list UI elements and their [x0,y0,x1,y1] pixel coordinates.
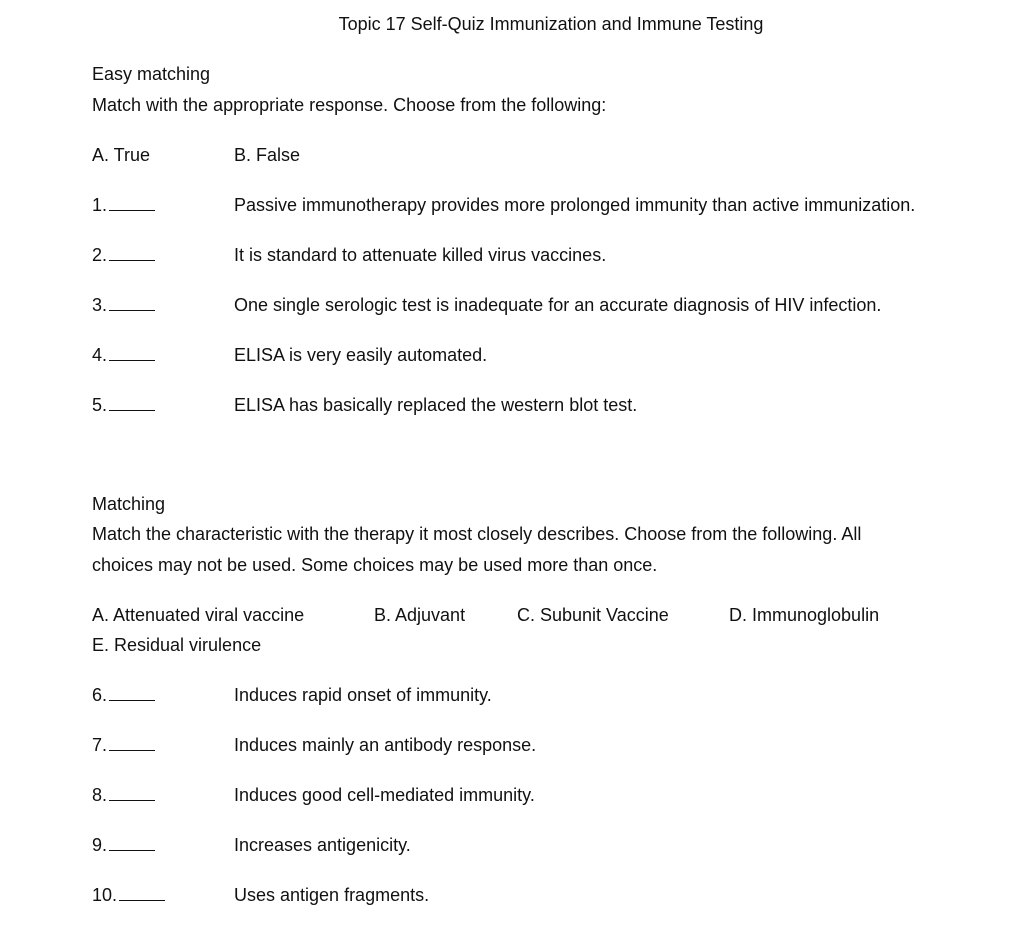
page-title: Topic 17 Self-Quiz Immunization and Immune Testing [338,14,764,34]
question-item-2 [92,244,155,266]
question-number: 4. [92,345,108,365]
question-statement: Induces mainly an antibody response. [234,735,537,755]
answer-blank[interactable] [109,786,155,801]
question-item-4 [92,344,155,366]
answer-blank[interactable] [109,736,155,751]
question-statement: Passive immunotherapy provides more prolonged immunity than active immunization. [234,195,916,215]
choice-b-false: B. False [234,145,301,165]
question-statement: Induces good cell-mediated immunity. [234,785,535,805]
choice-d-immunoglobulin: D. Immunoglobulin [729,605,880,625]
question-item-5 [92,394,155,416]
choice-a-true: A. True [92,145,151,165]
answer-blank[interactable] [109,246,155,261]
question-statement: Increases antigenicity. [234,835,411,855]
question-item-1 [92,194,155,216]
question-number: 6. [92,685,108,705]
answer-blank[interactable] [119,886,165,901]
question-statement: ELISA has basically replaced the western blot test. [234,395,638,415]
choice-a-attenuated-viral-vaccine: A. Attenuated viral vaccine [92,605,305,625]
question-statement: ELISA is very easily automated. [234,345,488,365]
question-item-3 [92,294,155,316]
question-item-10 [92,884,165,906]
section1-instructions: Match with the appropriate response. Choose from the following: [92,95,607,115]
section1-heading: Easy matching [92,64,211,84]
choice-b-adjuvant: B. Adjuvant [374,605,466,625]
question-item-6 [92,684,155,706]
question-number: 2. [92,245,108,265]
question-statement: One single serologic test is inadequate for an accurate diagnosis of HIV infection. [234,295,882,315]
question-number: 1. [92,195,108,215]
choice-c-subunit-vaccine: C. Subunit Vaccine [517,605,669,625]
answer-blank[interactable] [109,686,155,701]
choice-e-residual-virulence: E. Residual virulence [92,635,262,655]
answer-blank[interactable] [109,346,155,361]
answer-blank[interactable] [109,836,155,851]
question-number: 8. [92,785,108,805]
question-number: 5. [92,395,108,415]
answer-blank[interactable] [109,396,155,411]
question-number: 7. [92,735,108,755]
question-number: 10. [92,885,118,905]
answer-blank[interactable] [109,296,155,311]
question-item-9 [92,834,155,856]
question-statement: Uses antigen fragments. [234,885,430,905]
question-number: 9. [92,835,108,855]
section2-instructions-line2: choices may not be used. Some choices may be used more than once. [92,555,658,575]
question-statement: Induces rapid onset of immunity. [234,685,492,705]
section2-heading: Matching [92,494,166,514]
section2-instructions-line1: Match the characteristic with the therapy it most closely describes. Choose from the following. All [92,524,862,544]
question-item-8 [92,784,155,806]
answer-blank[interactable] [109,196,155,211]
question-item-7 [92,734,155,756]
question-number: 3. [92,295,108,315]
question-statement: It is standard to attenuate killed virus vaccines. [234,245,607,265]
